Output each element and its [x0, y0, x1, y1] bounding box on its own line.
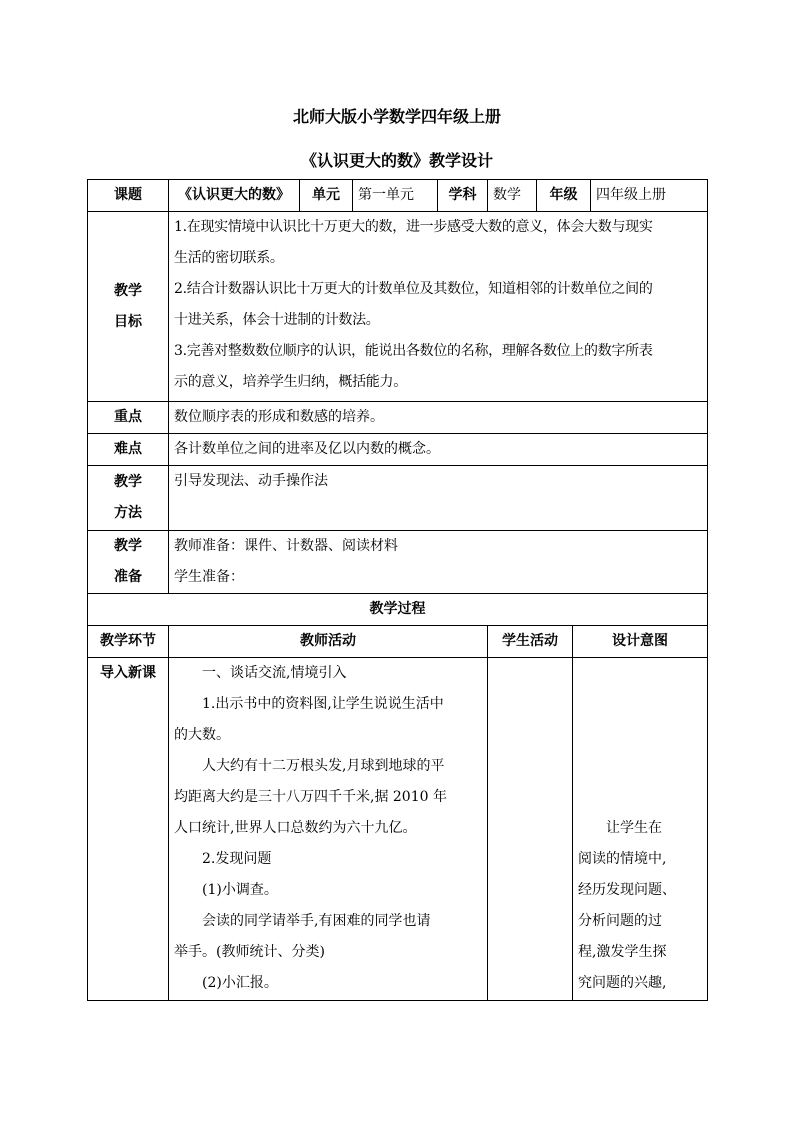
grade-value: 四年级上册 — [591, 180, 708, 212]
intent-line: 让学生在 — [606, 820, 662, 836]
key-point-value: 数位顺序表的形成和数感的培养。 — [169, 402, 708, 434]
column-header-student: 学生活动 — [488, 626, 573, 658]
teacher-line: (1)小调查。 — [202, 882, 278, 898]
teacher-activity — [169, 658, 488, 1001]
grade-label: 年级 — [537, 180, 591, 212]
process-header-row — [88, 626, 708, 658]
design-intent — [573, 658, 708, 1001]
unit-label: 单元 — [300, 180, 353, 212]
intro-stage-row — [88, 658, 708, 1001]
column-header-intent: 设计意图 — [573, 626, 708, 658]
intent-line: 分析问题的过 — [578, 913, 662, 929]
key-point-label: 重点 — [88, 402, 169, 434]
teacher-line: 的大数。 — [174, 727, 230, 743]
subject-value: 数学 — [488, 180, 537, 212]
teacher-line: 1.出示书中的资料图,让学生说说生活中 — [202, 696, 444, 712]
goals-content — [169, 212, 708, 402]
teacher-line: 一、谈话交流,情境引入 — [202, 665, 347, 681]
teacher-line: 会读的同学请举手,有困难的同学也请 — [202, 913, 431, 929]
topic-label: 课题 — [88, 180, 169, 212]
key-point-row — [88, 402, 708, 434]
intent-line: 究问题的兴趣, — [578, 975, 667, 991]
goal-line: 十进关系，体会十进制的计数法。 — [174, 312, 380, 328]
process-title: 教学过程 — [88, 594, 708, 626]
goal-line: 2.结合计数器认识比十万更大的计数单位及其数位，知道相邻的计数单位之间的 — [174, 281, 653, 297]
student-activity — [488, 658, 573, 1001]
teacher-line: 2.发现问题 — [202, 851, 272, 867]
methods-row — [88, 466, 708, 531]
document-subtitle: 《认识更大的数》教学设计 — [300, 151, 493, 170]
difficulty-value: 各计数单位之间的进率及亿以内数的概念。 — [169, 434, 708, 466]
teacher-preparation: 教师准备：课件、计数器、阅读材料 — [174, 538, 398, 554]
goal-line: 示的意义，培养学生归纳，概括能力。 — [174, 374, 407, 390]
document-title: 北师大版小学数学四年级上册 — [292, 107, 501, 126]
teacher-line: 人大约有十二万根头发,月球到地球的平 — [202, 758, 445, 774]
teacher-line: 均距离大约是三十八万四千千米,据 2010 年 — [174, 789, 447, 805]
goal-line: 1.在现实情境中认识比十万更大的数，进一步感受大数的意义，体会大数与现实 — [174, 219, 653, 235]
goals-row — [88, 212, 708, 402]
preparation-content — [169, 531, 708, 594]
column-header-teacher: 教师活动 — [169, 626, 488, 658]
column-header-stage: 教学环节 — [88, 626, 169, 658]
difficulty-row — [88, 434, 708, 466]
student-preparation: 学生准备： — [174, 569, 244, 585]
preparation-row — [88, 531, 708, 594]
process-title-row — [88, 594, 708, 626]
subject-label: 学科 — [438, 180, 488, 212]
unit-value: 第一单元 — [353, 180, 438, 212]
goals-label: 教学 目标 — [88, 212, 169, 402]
lesson-plan-table — [87, 179, 708, 1001]
methods-label: 教学 方法 — [88, 466, 169, 531]
info-row — [88, 180, 708, 212]
intent-line: 经历发现问题、 — [578, 882, 676, 898]
topic-value: 《认识更大的数》 — [169, 180, 300, 212]
methods-value: 引导发现法、动手操作法 — [169, 466, 708, 531]
intent-line: 程,激发学生探 — [578, 944, 667, 960]
goal-line: 3.完善对整数数位顺序的认识，能说出各数位的名称，理解各数位上的数字所表 — [174, 343, 653, 359]
teacher-line: 举手。(教师统计、分类) — [174, 944, 325, 960]
teacher-line: 人口统计,世界人口总数约为六十九亿。 — [174, 820, 417, 836]
goal-line: 生活的密切联系。 — [174, 250, 284, 266]
preparation-label: 教学 准备 — [88, 531, 169, 594]
intent-line: 阅读的情境中, — [578, 851, 667, 867]
difficulty-label: 难点 — [88, 434, 169, 466]
teacher-line: (2)小汇报。 — [202, 975, 278, 991]
stage-name: 导入新课 — [88, 658, 169, 1001]
